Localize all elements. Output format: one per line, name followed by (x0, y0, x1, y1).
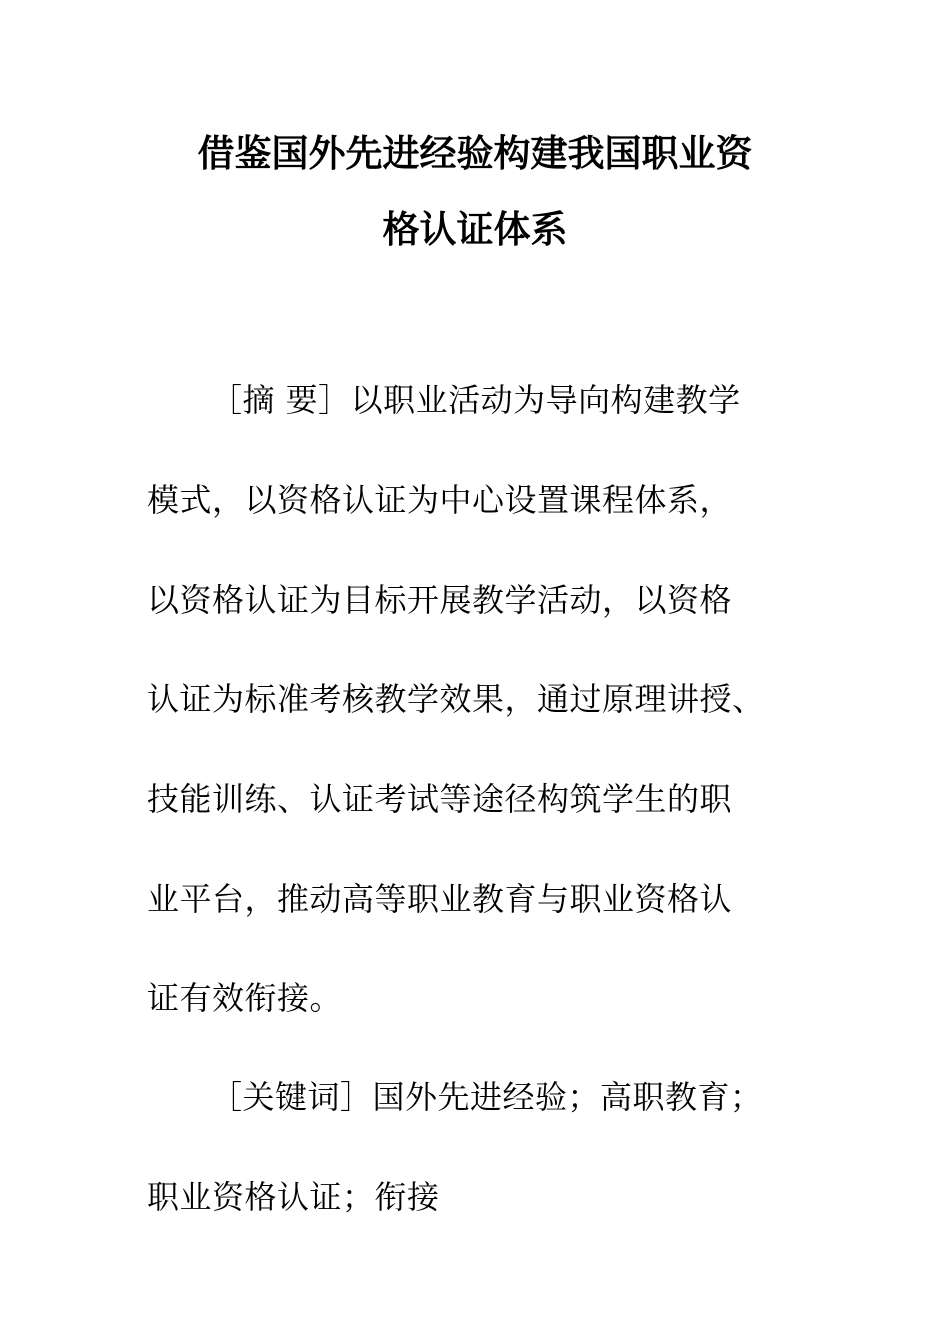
abstract-line-3: 以资格认证为目标开展教学活动，以资格 (147, 581, 733, 619)
abstract-line-7: 证有效衔接。 (147, 979, 343, 1017)
abstract-line-2: 模式，以资格认证为中心设置课程体系， (147, 481, 733, 519)
abstract-line-4: 认证为标准考核教学效果，通过原理讲授、 (147, 680, 765, 718)
abstract-line-6: 业平台，推动高等职业教育与职业资格认 (147, 880, 733, 918)
keywords-line-1: ［关键词］国外先进经验；高职教育； (210, 1078, 763, 1116)
abstract-line-5: 技能训练、认证考试等途径构筑学生的职 (147, 780, 733, 818)
abstract-line-1: ［摘 要］以职业活动为导向构建教学 (210, 381, 741, 419)
keywords-line-2: 职业资格认证；衔接 (147, 1178, 440, 1216)
document-title-line-2: 格认证体系 (382, 208, 568, 251)
document-title-line-1: 借鉴国外先进经验构建我国职业资 (197, 132, 753, 175)
